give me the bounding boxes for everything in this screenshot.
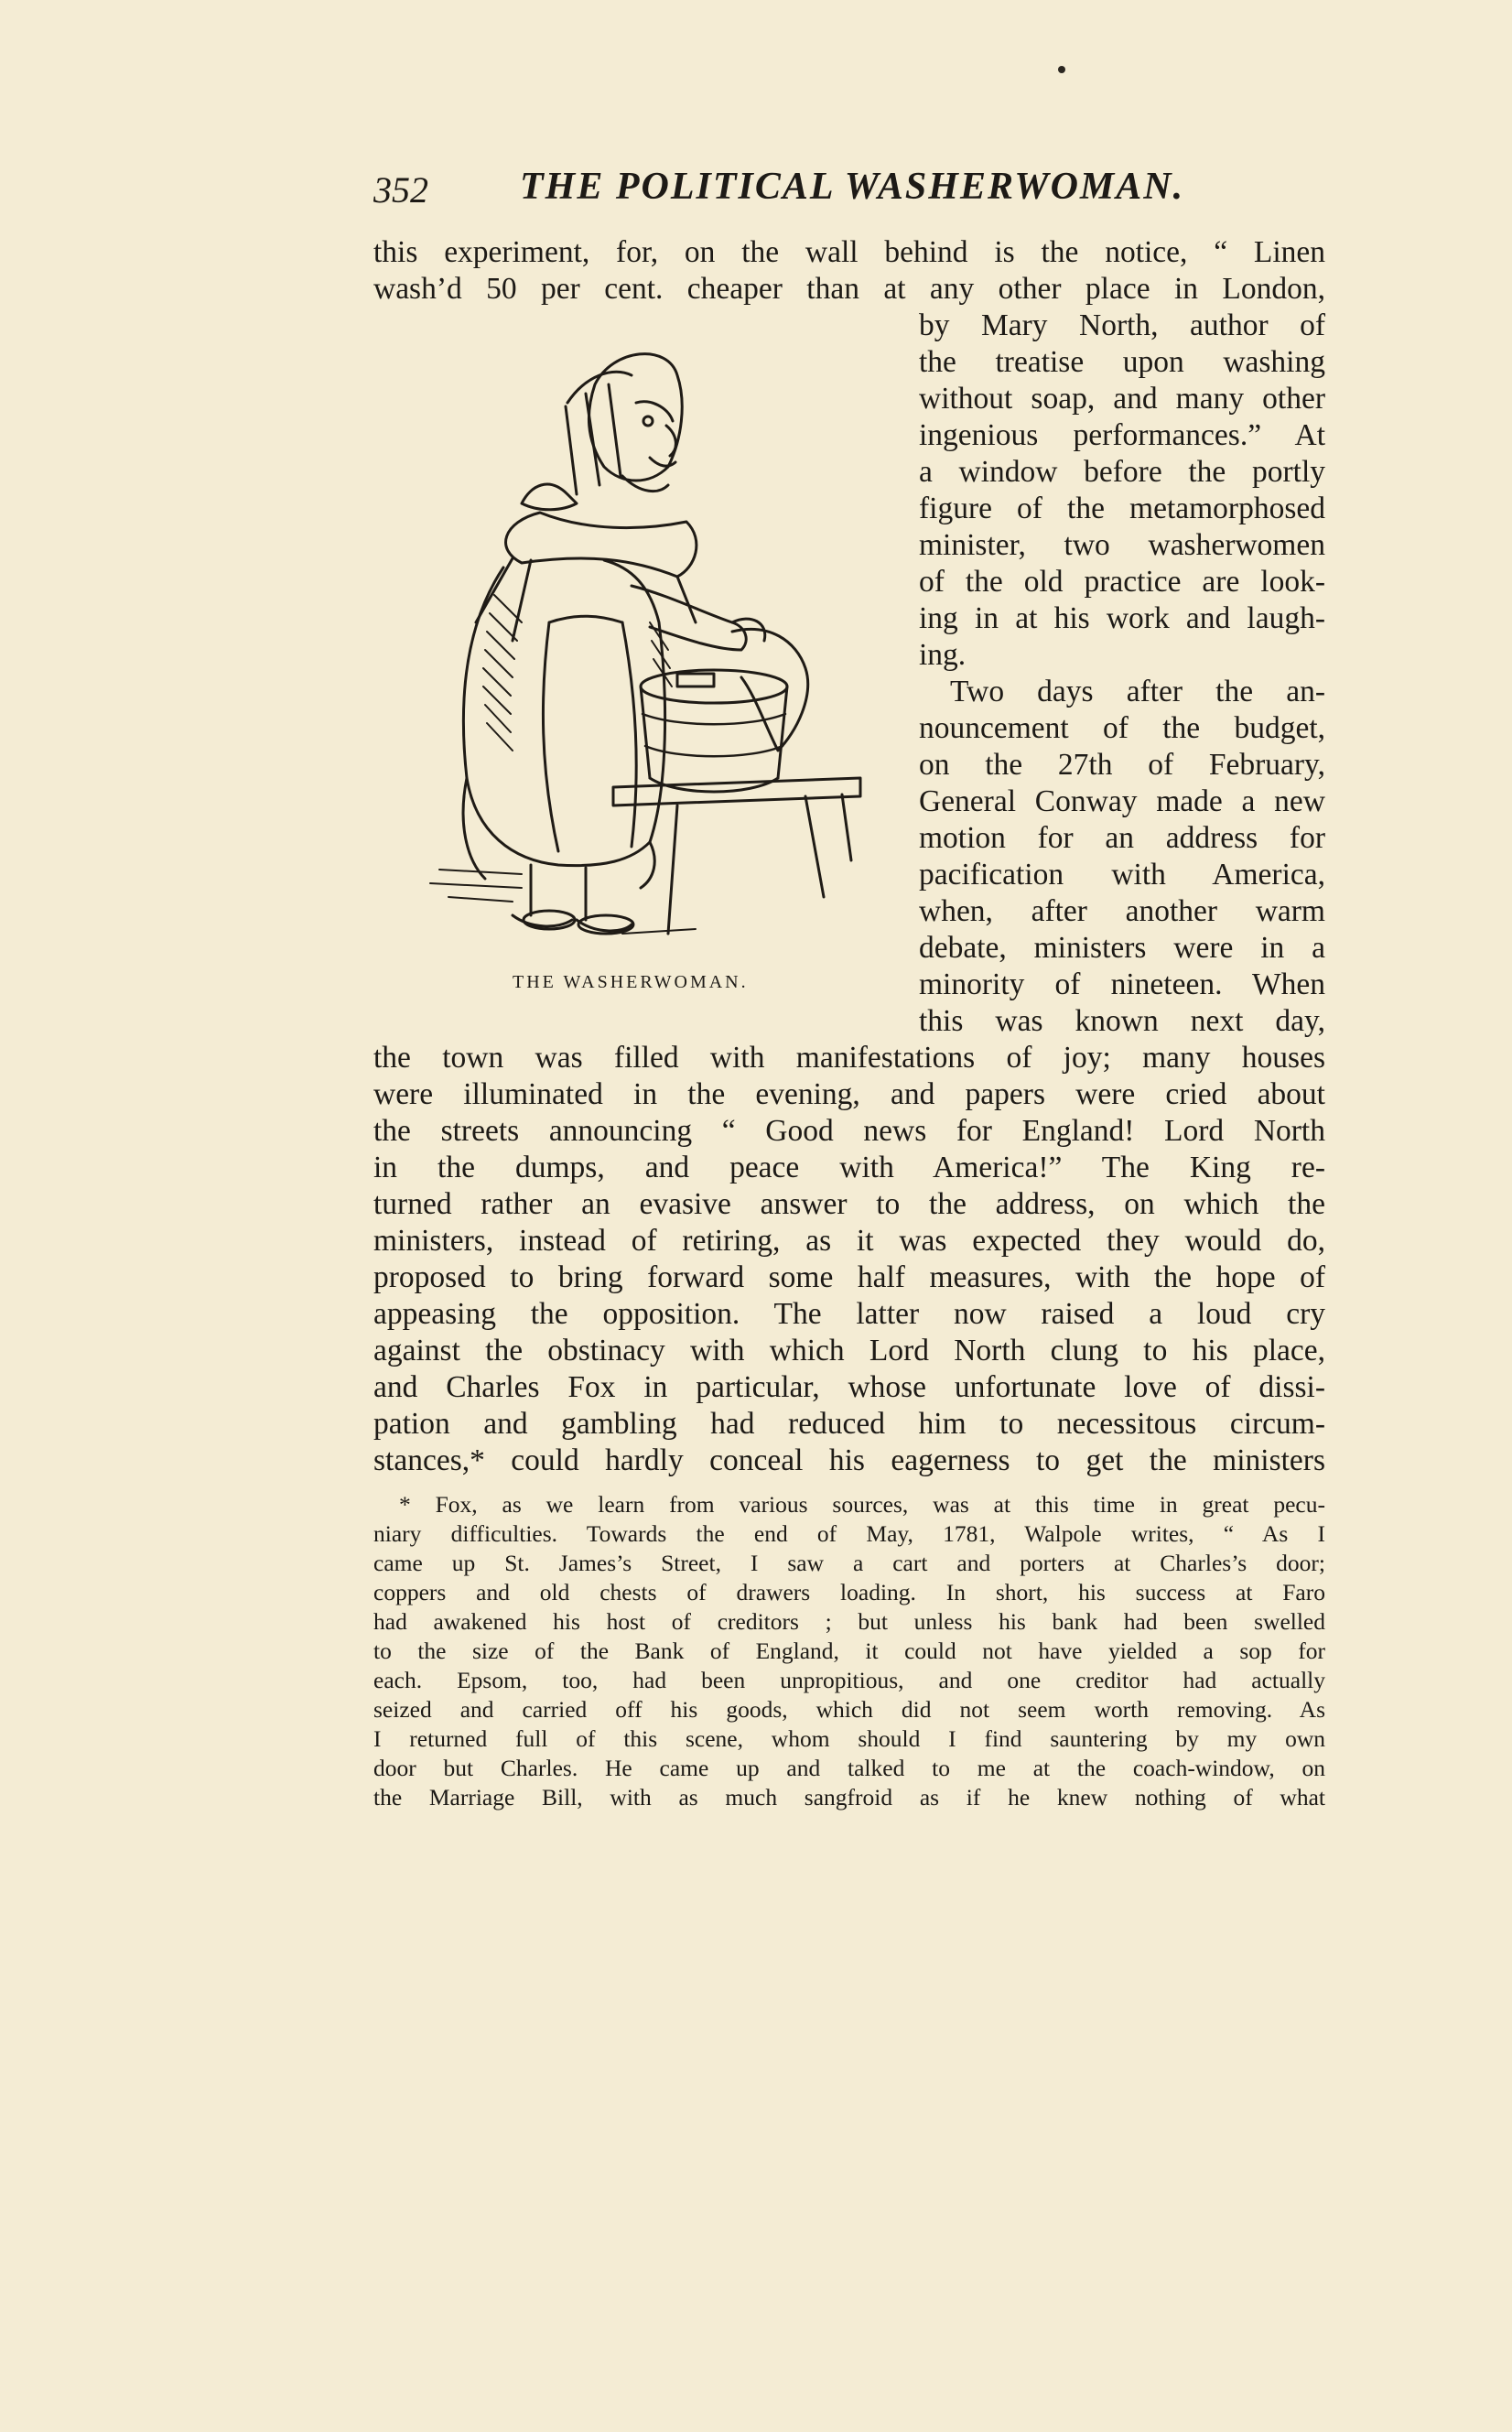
- text-line: wash’d 50 per cent. cheaper than at any other place in London,: [373, 272, 1325, 306]
- text-line: when, after another warm: [919, 894, 1325, 928]
- text-line: minister, two washerwomen: [919, 528, 1325, 562]
- footnote-line: coppers and old chests of drawers loading. In short, his success at Faro: [373, 1579, 1325, 1605]
- text-line: minority of nineteen. When: [919, 967, 1325, 1001]
- footnote-line: * Fox, as we learn from various sources, was at this time in great pecu-: [399, 1491, 1325, 1518]
- footnote-line: door but Charles. He came up and talked to me at the coach-window, on: [373, 1755, 1325, 1781]
- text-line: stances,* could hardly conceal his eagerness to get the ministers: [373, 1443, 1325, 1477]
- washerwoman-illustration: [403, 348, 897, 970]
- footnote-line: the Marriage Bill, with as much sangfroid as if he knew nothing of what: [373, 1784, 1325, 1810]
- text-line: nouncement of the budget,: [919, 711, 1325, 745]
- footnote-line: each. Epsom, too, had been unpropitious, and one creditor had actually: [373, 1667, 1325, 1693]
- text-line: were illuminated in the evening, and papers were cried about: [373, 1077, 1325, 1111]
- ink-speck: [1058, 66, 1065, 73]
- footnote-line: came up St. James’s Street, I saw a cart and porters at Charles’s door;: [373, 1550, 1325, 1576]
- figure-caption: THE WASHERWOMAN.: [513, 972, 749, 992]
- text-line: on the 27th of February,: [919, 748, 1325, 782]
- text-line: ingenious performances.” At: [919, 418, 1325, 452]
- text-line: pation and gambling had reduced him to necessitous circum-: [373, 1407, 1325, 1441]
- text-line: of the old practice are look-: [919, 565, 1325, 599]
- running-title: THE POLITICAL WASHERWOMAN.: [520, 166, 1185, 208]
- page-number: 352: [373, 169, 428, 211]
- text-line: the streets announcing “ Good news for England! Lord North: [373, 1114, 1325, 1148]
- text-line: without soap, and many other: [919, 382, 1325, 416]
- running-head: [373, 165, 1334, 220]
- text-line: against the obstinacy with which Lord North clung to his place,: [373, 1334, 1325, 1367]
- text-line: ing.: [919, 638, 967, 672]
- text-line: by Mary North, author of: [919, 308, 1325, 342]
- text-line: turned rather an evasive answer to the address, on which the: [373, 1187, 1325, 1221]
- text-line: figure of the metamorphosed: [919, 492, 1325, 525]
- text-line: in the dumps, and peace with America!” The King re-: [373, 1151, 1325, 1184]
- text-line: debate, ministers were in a: [919, 931, 1325, 965]
- text-line: motion for an address for: [919, 821, 1325, 855]
- footnote-line: I returned full of this scene, whom should I find sauntering by my own: [373, 1725, 1325, 1752]
- text-line: ing in at his work and laugh-: [919, 601, 1325, 635]
- text-line: ministers, instead of retiring, as it was expected they would do,: [373, 1224, 1325, 1258]
- text-line: the town was filled with manifestations of joy; many houses: [373, 1041, 1325, 1075]
- footnote-line: seized and carried off his goods, which did not seem worth removing. As: [373, 1696, 1325, 1723]
- text-line: Two days after the an-: [950, 675, 1325, 708]
- text-line: and Charles Fox in particular, whose unfortunate love of dissi-: [373, 1370, 1325, 1404]
- text-line: the treatise upon washing: [919, 345, 1325, 379]
- text-line: General Conway made a new: [919, 784, 1325, 818]
- text-line: this was known next day,: [919, 1004, 1325, 1038]
- text-line: appeasing the opposition. The latter now raised a loud cry: [373, 1297, 1325, 1331]
- footnote-line: to the size of the Bank of England, it could not have yielded a sop for: [373, 1638, 1325, 1664]
- text-line: proposed to bring forward some half measures, with the hope of: [373, 1260, 1325, 1294]
- footnote-line: niary difficulties. Towards the end of May, 1781, Walpole writes, “ As I: [373, 1520, 1325, 1547]
- text-line: this experiment, for, on the wall behind is the notice, “ Linen: [373, 235, 1325, 269]
- text-line: pacification with America,: [919, 858, 1325, 892]
- text-line: a window before the portly: [919, 455, 1325, 489]
- footnote-line: had awakened his host of creditors ; but unless his bank had been swelled: [373, 1608, 1325, 1635]
